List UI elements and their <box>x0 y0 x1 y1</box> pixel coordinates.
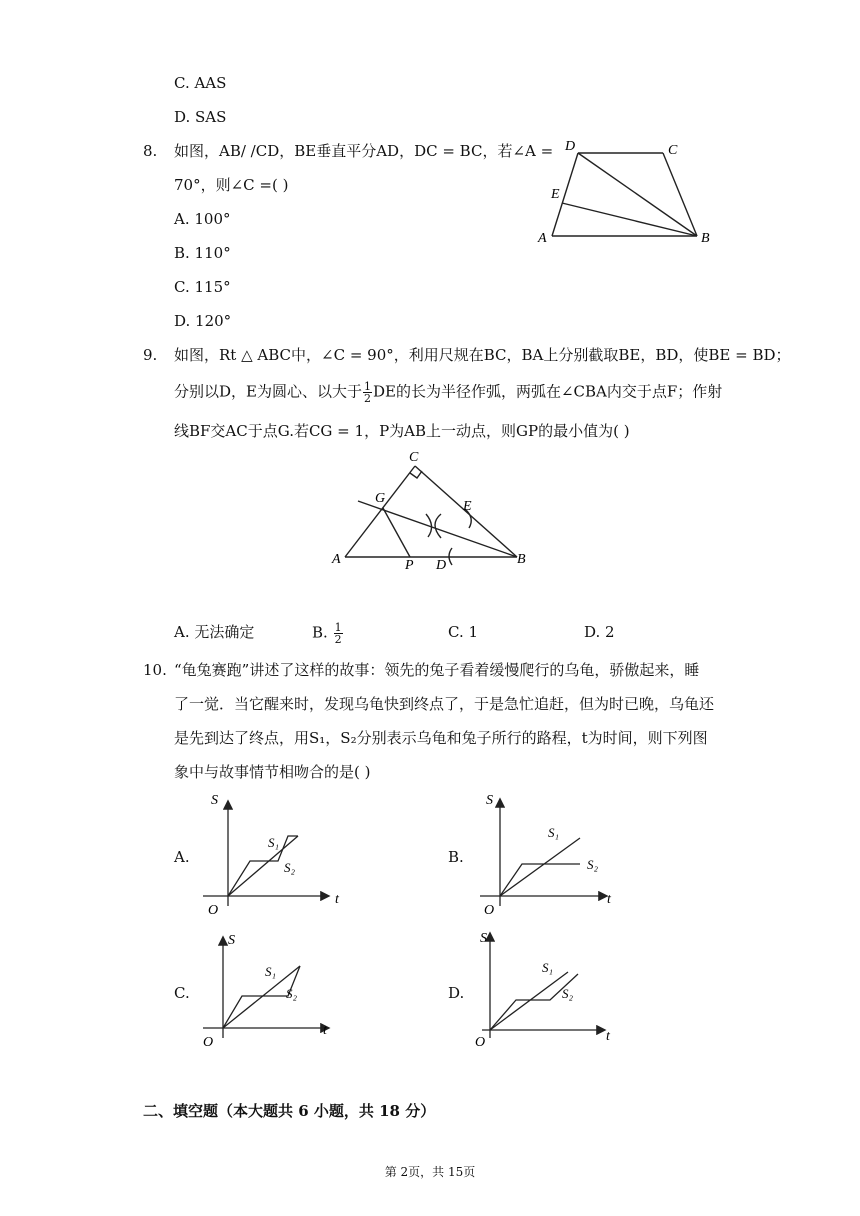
q9-option-b: B. $\frac{1}{2}$ <box>312 621 342 646</box>
axis-label-s: S <box>486 793 493 808</box>
axis-label-t: t <box>607 892 611 907</box>
q9-label-b: B <box>517 552 526 567</box>
q8-option-c: C. 115° <box>174 278 231 296</box>
q7-option-c: C. AAS <box>174 74 227 92</box>
q10-option-b-label: B. <box>448 848 464 866</box>
axis-label-t: t <box>335 892 339 907</box>
q9-option-a: A. 无法确定 <box>174 623 255 641</box>
q9-label-d: D <box>436 558 447 573</box>
q8-label-a: A <box>538 231 547 246</box>
q9-half-fraction: $\frac{1}{2}$ <box>363 380 371 405</box>
q9-number: 9. <box>143 346 158 364</box>
origin-label: O <box>475 1035 486 1050</box>
axis-label-t: t <box>606 1029 610 1044</box>
q10-stem-line4: 象中与故事情节相吻合的是( ) <box>174 763 371 781</box>
q9-label-a: A <box>332 552 341 567</box>
q10-option-a-label: A. <box>174 848 190 866</box>
q7-option-d: D. SAS <box>174 108 227 126</box>
q9-label-g: G <box>375 491 386 506</box>
q8-option-b: B. 110° <box>174 244 231 262</box>
q10-option-d-label: D. <box>448 984 465 1002</box>
q9-option-b-fraction: $\frac{1}{2}$ <box>334 621 342 646</box>
q10-stem-line3: 是先到达了终点，用S₁，S₂分别表示乌龟和兔子所行的路程，t为时间，则下列图 <box>174 729 708 747</box>
axis-label-s: S <box>228 933 235 948</box>
q10-number: 10. <box>143 661 167 679</box>
q8-option-d: D. 120° <box>174 312 232 330</box>
q10-stem-line2: 了一觉．当它醒来时，发现乌龟快到终点了，于是急忙追赶，但为时已晚，乌龟还 <box>174 695 715 713</box>
q8-option-a: A. 100° <box>174 210 231 228</box>
q9-stem-line1: 如图，Rt △ ABC中，∠C = 90°，利用尺规在BC，BA上分别截取BE，BD，使BE = BD； <box>174 346 791 364</box>
q10-graph-a <box>198 790 348 920</box>
series-label-s1: S₁ <box>548 825 560 840</box>
origin-label: O <box>203 1035 214 1050</box>
q9-stem-line2-part2: DE的长为半径作弧，两弧在∠CBA内交于点F；作射 <box>372 382 723 401</box>
axis-label-s: S <box>211 793 218 808</box>
section-heading-fill-blank: 二、填空题（本大题共 6 小题，共 18 分） <box>143 1102 436 1120</box>
series-label-s2: S₂ <box>562 986 574 1001</box>
q9-triangle-figure <box>325 444 540 574</box>
q8-trapezoid-figure <box>530 136 720 248</box>
q10-option-c-label: C. <box>174 984 190 1002</box>
q9-label-p: P <box>405 558 414 573</box>
q9-label-c: C <box>409 450 419 465</box>
origin-label: O <box>484 903 495 918</box>
series-label-s2: S₂ <box>284 860 296 875</box>
series-label-s1: S₁ <box>542 960 554 975</box>
origin-label: O <box>208 903 219 918</box>
q10-graph-b <box>470 790 620 920</box>
q8-label-e: E <box>551 187 560 202</box>
q8-label-c: C <box>668 143 678 158</box>
q8-number: 8. <box>143 142 158 160</box>
q8-label-b: B <box>701 231 710 246</box>
q10-graph-d <box>470 926 620 1051</box>
q10-graph-c <box>198 928 348 1053</box>
q9-option-d: D. 2 <box>584 623 615 641</box>
series-label-s1: S₁ <box>268 835 280 850</box>
q9-stem-line2-part1: 分别以D，E为圆心、以大于 <box>174 382 362 401</box>
q9-stem-line3: 线BF交AC于点G.若CG = 1，P为AB上一动点，则GP的最小值为( ) <box>174 422 630 440</box>
series-label-s1: S₁ <box>265 964 277 979</box>
series-label-s2: S₂ <box>286 986 298 1001</box>
q9-option-c: C. 1 <box>448 623 479 641</box>
axis-label-t: t <box>323 1023 327 1038</box>
page-footer: 第 2页，共 15页 <box>384 1165 476 1179</box>
q9-label-e: E <box>463 499 472 514</box>
series-label-s2: S₂ <box>587 857 599 872</box>
q8-stem-line1: 如图，AB/ /CD，BE垂直平分AD，DC = BC，若∠A = <box>174 142 554 160</box>
q10-stem-line1: “龟兔赛跑”讲述了这样的故事：领先的兔子看着缓慢爬行的乌龟，骄傲起来，睡 <box>174 661 700 679</box>
q9-stem-line2 <box>174 381 722 404</box>
axis-label-s: S <box>480 931 487 946</box>
q8-stem-line2: 70°，则∠C =( ) <box>174 176 289 194</box>
q8-label-d: D <box>565 139 576 154</box>
